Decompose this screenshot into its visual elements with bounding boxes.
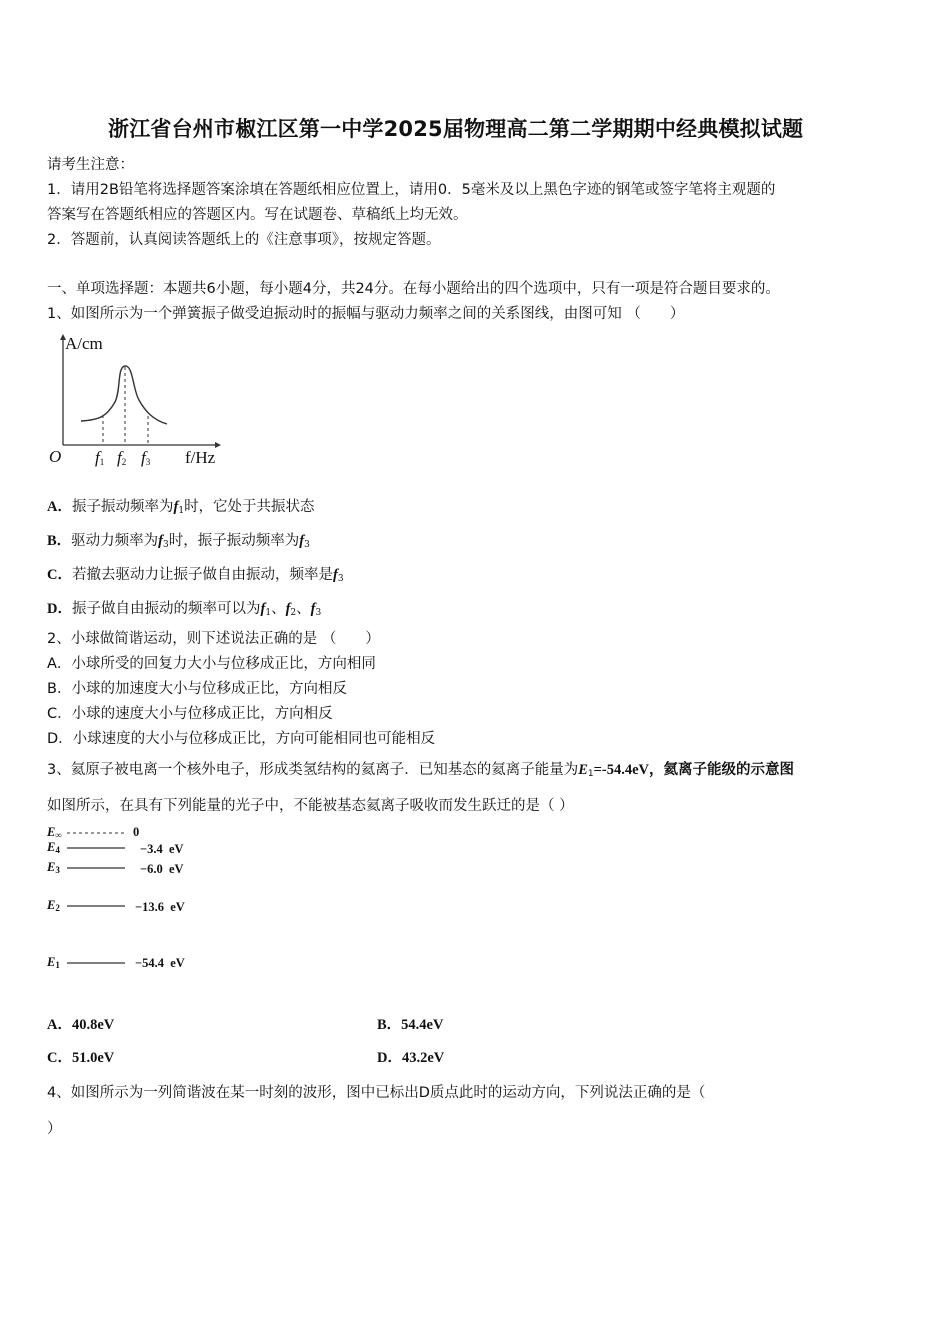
q2-option-b: B．小球的加速度大小与位移成正比，方向相反 (47, 681, 347, 697)
page-title: 浙江省台州市椒江区第一中学2025届物理高二第二学期期中经典模拟试题 (108, 117, 804, 141)
question-4-stem-line2: ） (47, 1121, 62, 1137)
notice-heading: 请考生注意： (47, 157, 134, 173)
level-e3-label: $E_3$ (47, 860, 60, 875)
q1-option-b: B．驱动力频率为$f_3$时，振子振动频率为$f_3$ (47, 533, 310, 550)
q2-option-d: D．小球速度的大小与位移成正比，方向可能相同也可能相反 (47, 731, 436, 747)
q3-option-a: A．40.8eV (47, 1017, 115, 1033)
notice-item-1-cont: 答案写在答题纸相应的答题区内。写在试题卷、草稿纸上均无效。 (47, 207, 468, 223)
tick-f2: $f_2$ (117, 448, 127, 467)
x-axis-label: f/Hz (185, 448, 216, 467)
level-e4-label: $E_4$ (47, 840, 60, 855)
question-1-stem: 1、如图所示为一个弹簧振子做受迫振动时的振幅与驱动力频率之间的关系图线，由图可知 （ ） (47, 306, 685, 322)
tick-f3: $f_3$ (141, 448, 151, 467)
question-2-stem: 2、小球做简谐运动，则下述说法正确的是 （ ） (47, 631, 380, 647)
level-e2-label: $E_2$ (47, 898, 60, 913)
level-e4-value: −3.4 eV (140, 842, 184, 856)
level-e-inf-value: 0 (133, 825, 140, 839)
question-3-stem-line1: 3、氦原子被电离一个核外电子，形成类氢结构的氦离子．已知基态的氦离子能量为$E_1=-54.4eV$，氦离子能级的示意图 (47, 762, 795, 779)
q3-option-d: D．43.2eV (377, 1050, 445, 1066)
origin-label: O (49, 447, 62, 466)
question-3-stem-line2: 如图所示，在具有下列能量的光子中，不能被基态氦离子吸收而发生跃迁的是（ ） (47, 798, 574, 814)
q2-option-a: A．小球所受的回复力大小与位移成正比，方向相同 (47, 656, 376, 672)
q1-option-c: C．若撤去驱动力让振子做自由振动，频率是$f_3$ (47, 567, 344, 584)
y-axis-label: A/cm (65, 334, 103, 353)
level-e2-value: −13.6 eV (135, 900, 185, 914)
q1-option-d: D．振子做自由振动的频率可以为$f_1$、$f_2$、$f_3$ (47, 601, 322, 618)
level-e1-label: $E_1$ (47, 955, 60, 970)
energy-level-diagram (45, 825, 210, 975)
tick-f1: $f_1$ (95, 448, 105, 467)
q2-option-c: C．小球的速度大小与位移成正比，方向相反 (47, 706, 333, 722)
q3-option-c: C．51.0eV (47, 1050, 115, 1066)
level-e-inf-label: $E_\infty$ (47, 825, 62, 840)
notice-item-2: 2．答题前，认真阅读答题纸上的《注意事项》，按规定答题。 (47, 232, 441, 248)
level-e3-value: −6.0 eV (140, 862, 184, 876)
q3-option-b: B．54.4eV (377, 1017, 444, 1033)
q1-option-a: A．振子振动频率为$f_1$时，它处于共振状态 (47, 499, 315, 516)
level-e1-value: −54.4 eV (135, 956, 185, 970)
question-4-stem-line1: 4、如图所示为一列简谐波在某一时刻的波形，图中已标出D质点此时的运动方向，下列说法正确的是（ (47, 1085, 706, 1101)
resonance-curve-figure (45, 332, 235, 472)
section-heading: 一、单项选择题：本题共6小题，每小题4分，共24分。在每小题给出的四个选项中，只有一项是符合题目要求的。 (47, 281, 780, 297)
notice-item-1: 1．请用2B铅笔将选择题答案涂填在答题纸相应位置上，请用0．5毫米及以上黑色字迹的钢笔或签字笔将主观题的 (47, 182, 776, 198)
